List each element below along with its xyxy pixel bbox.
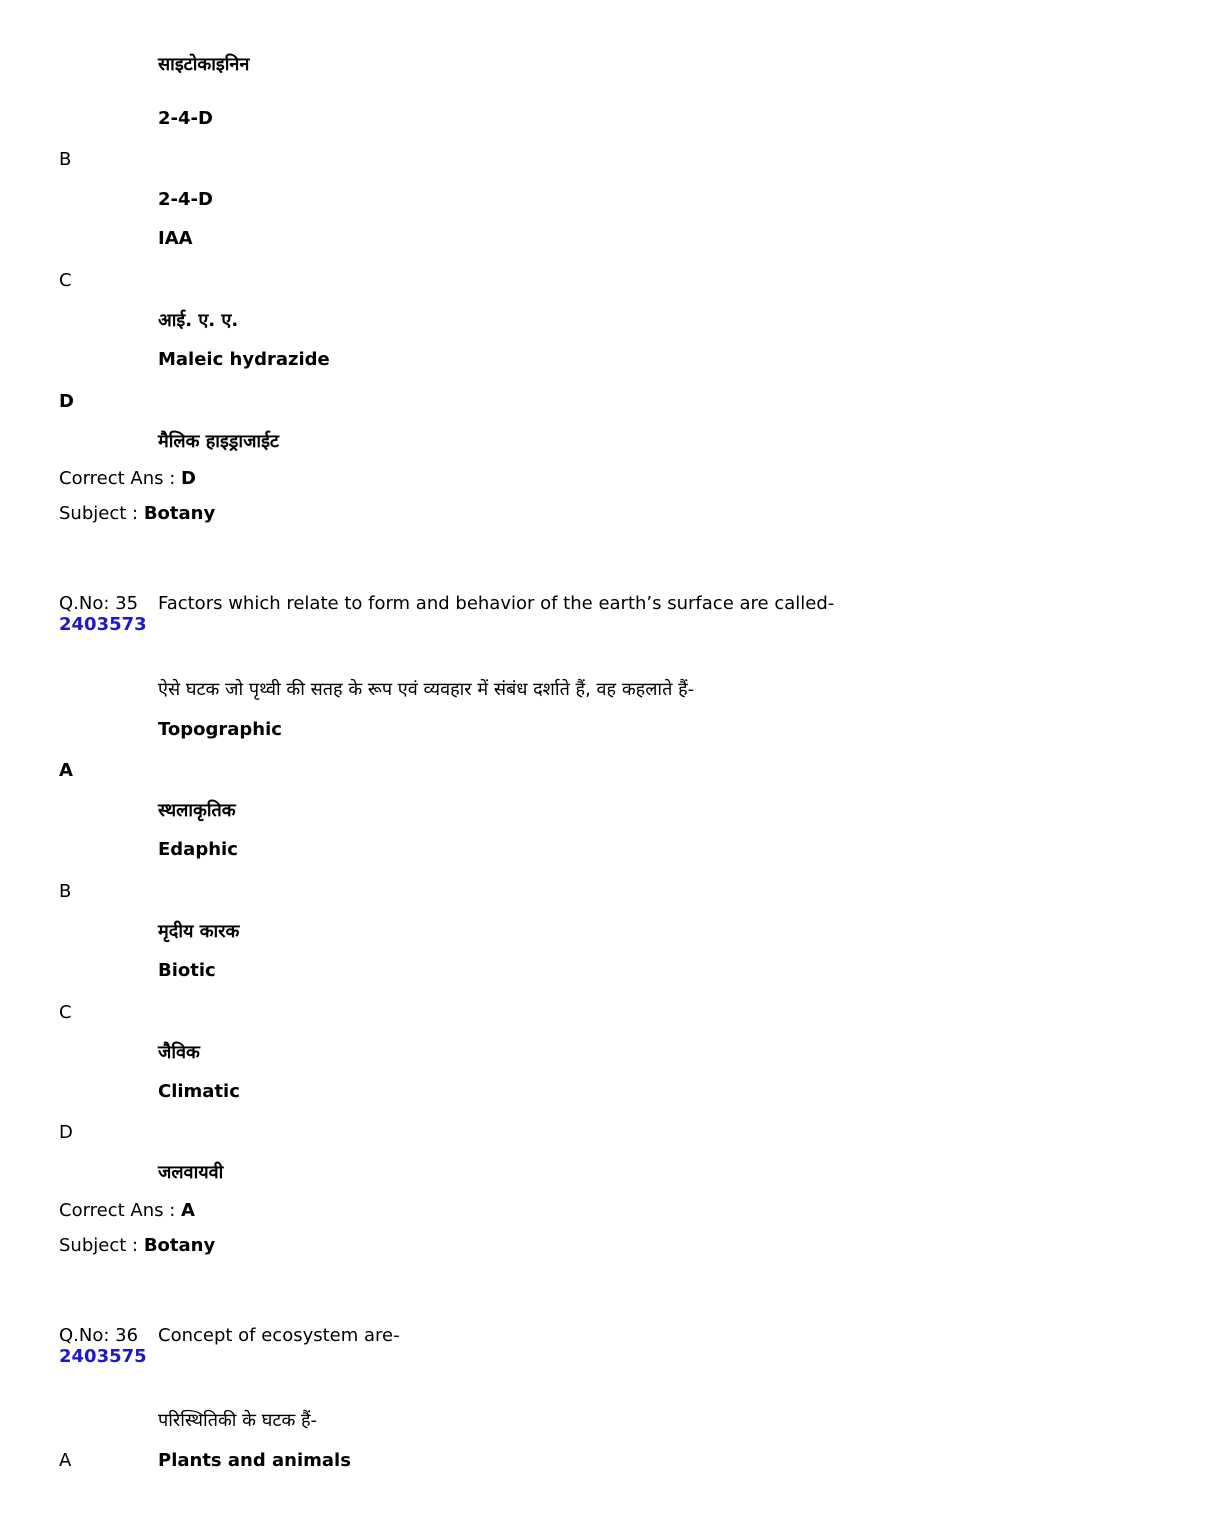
correct-answer-line xyxy=(59,468,196,490)
option-label-b: B xyxy=(59,881,72,902)
option-label-d: D xyxy=(59,391,74,412)
option-label-a: A xyxy=(59,760,73,781)
subject-label: Subject : xyxy=(59,503,139,524)
subject-label: Subject : xyxy=(59,1235,139,1256)
option-c-hindi: जैविक xyxy=(158,1042,200,1063)
correct-answer-label: Correct Ans : xyxy=(59,468,176,489)
option-d-english: Maleic hydrazide xyxy=(158,349,330,370)
question-id: 2403573 xyxy=(59,614,147,635)
option-label-a: A xyxy=(59,1450,72,1471)
correct-answer-value: D xyxy=(181,468,196,489)
option-label-c: C xyxy=(59,270,72,291)
option-label-c: C xyxy=(59,1002,72,1023)
option-d-english: Climatic xyxy=(158,1081,240,1102)
question-text-english: Factors which relate to form and behavior of the earth’s surface are called- xyxy=(158,593,835,614)
question-number: Q.No: 36 xyxy=(59,1325,139,1346)
question-text-english: Concept of ecosystem are- xyxy=(158,1325,400,1346)
subject-value: Botany xyxy=(143,1235,216,1256)
option-b-english: Edaphic xyxy=(158,839,238,860)
option-c-english: IAA xyxy=(158,228,193,249)
option-b-hindi: मृदीय कारक xyxy=(158,921,240,942)
option-label-b: B xyxy=(59,149,72,170)
subject-line xyxy=(59,1235,215,1257)
correct-answer-line xyxy=(59,1200,195,1222)
option-b-english: 2-4-D xyxy=(158,108,213,129)
option-a-hindi: साइटोकाइनिन xyxy=(158,54,250,75)
option-a-english: Topographic xyxy=(158,719,282,740)
subject-value: Botany xyxy=(143,503,216,524)
option-label-d: D xyxy=(59,1122,73,1143)
correct-answer-value: A xyxy=(181,1200,195,1221)
option-a-hindi: स्थलाकृतिक xyxy=(158,800,236,821)
option-d-hindi: जलवायवी xyxy=(158,1162,224,1183)
question-text-hindi: परिस्थितिकी के घटक हैं- xyxy=(158,1410,318,1431)
option-b-hindi: 2-4-D xyxy=(158,189,213,210)
question-id: 2403575 xyxy=(59,1346,147,1367)
correct-answer-label: Correct Ans : xyxy=(59,1200,176,1221)
option-a-english: Plants and animals xyxy=(158,1450,351,1471)
question-number: Q.No: 35 xyxy=(59,593,139,614)
option-c-hindi: आई. ए. ए. xyxy=(158,310,239,331)
option-c-english: Biotic xyxy=(158,960,216,981)
option-d-hindi: मैलिक हाइड्राजाईट xyxy=(158,431,279,452)
subject-line xyxy=(59,503,215,525)
question-text-hindi: ऐसे घटक जो पृथ्वी की सतह के रूप एवं व्यवहार में संबंध दर्शाते हैं, वह कहलाते हैं- xyxy=(158,679,695,700)
